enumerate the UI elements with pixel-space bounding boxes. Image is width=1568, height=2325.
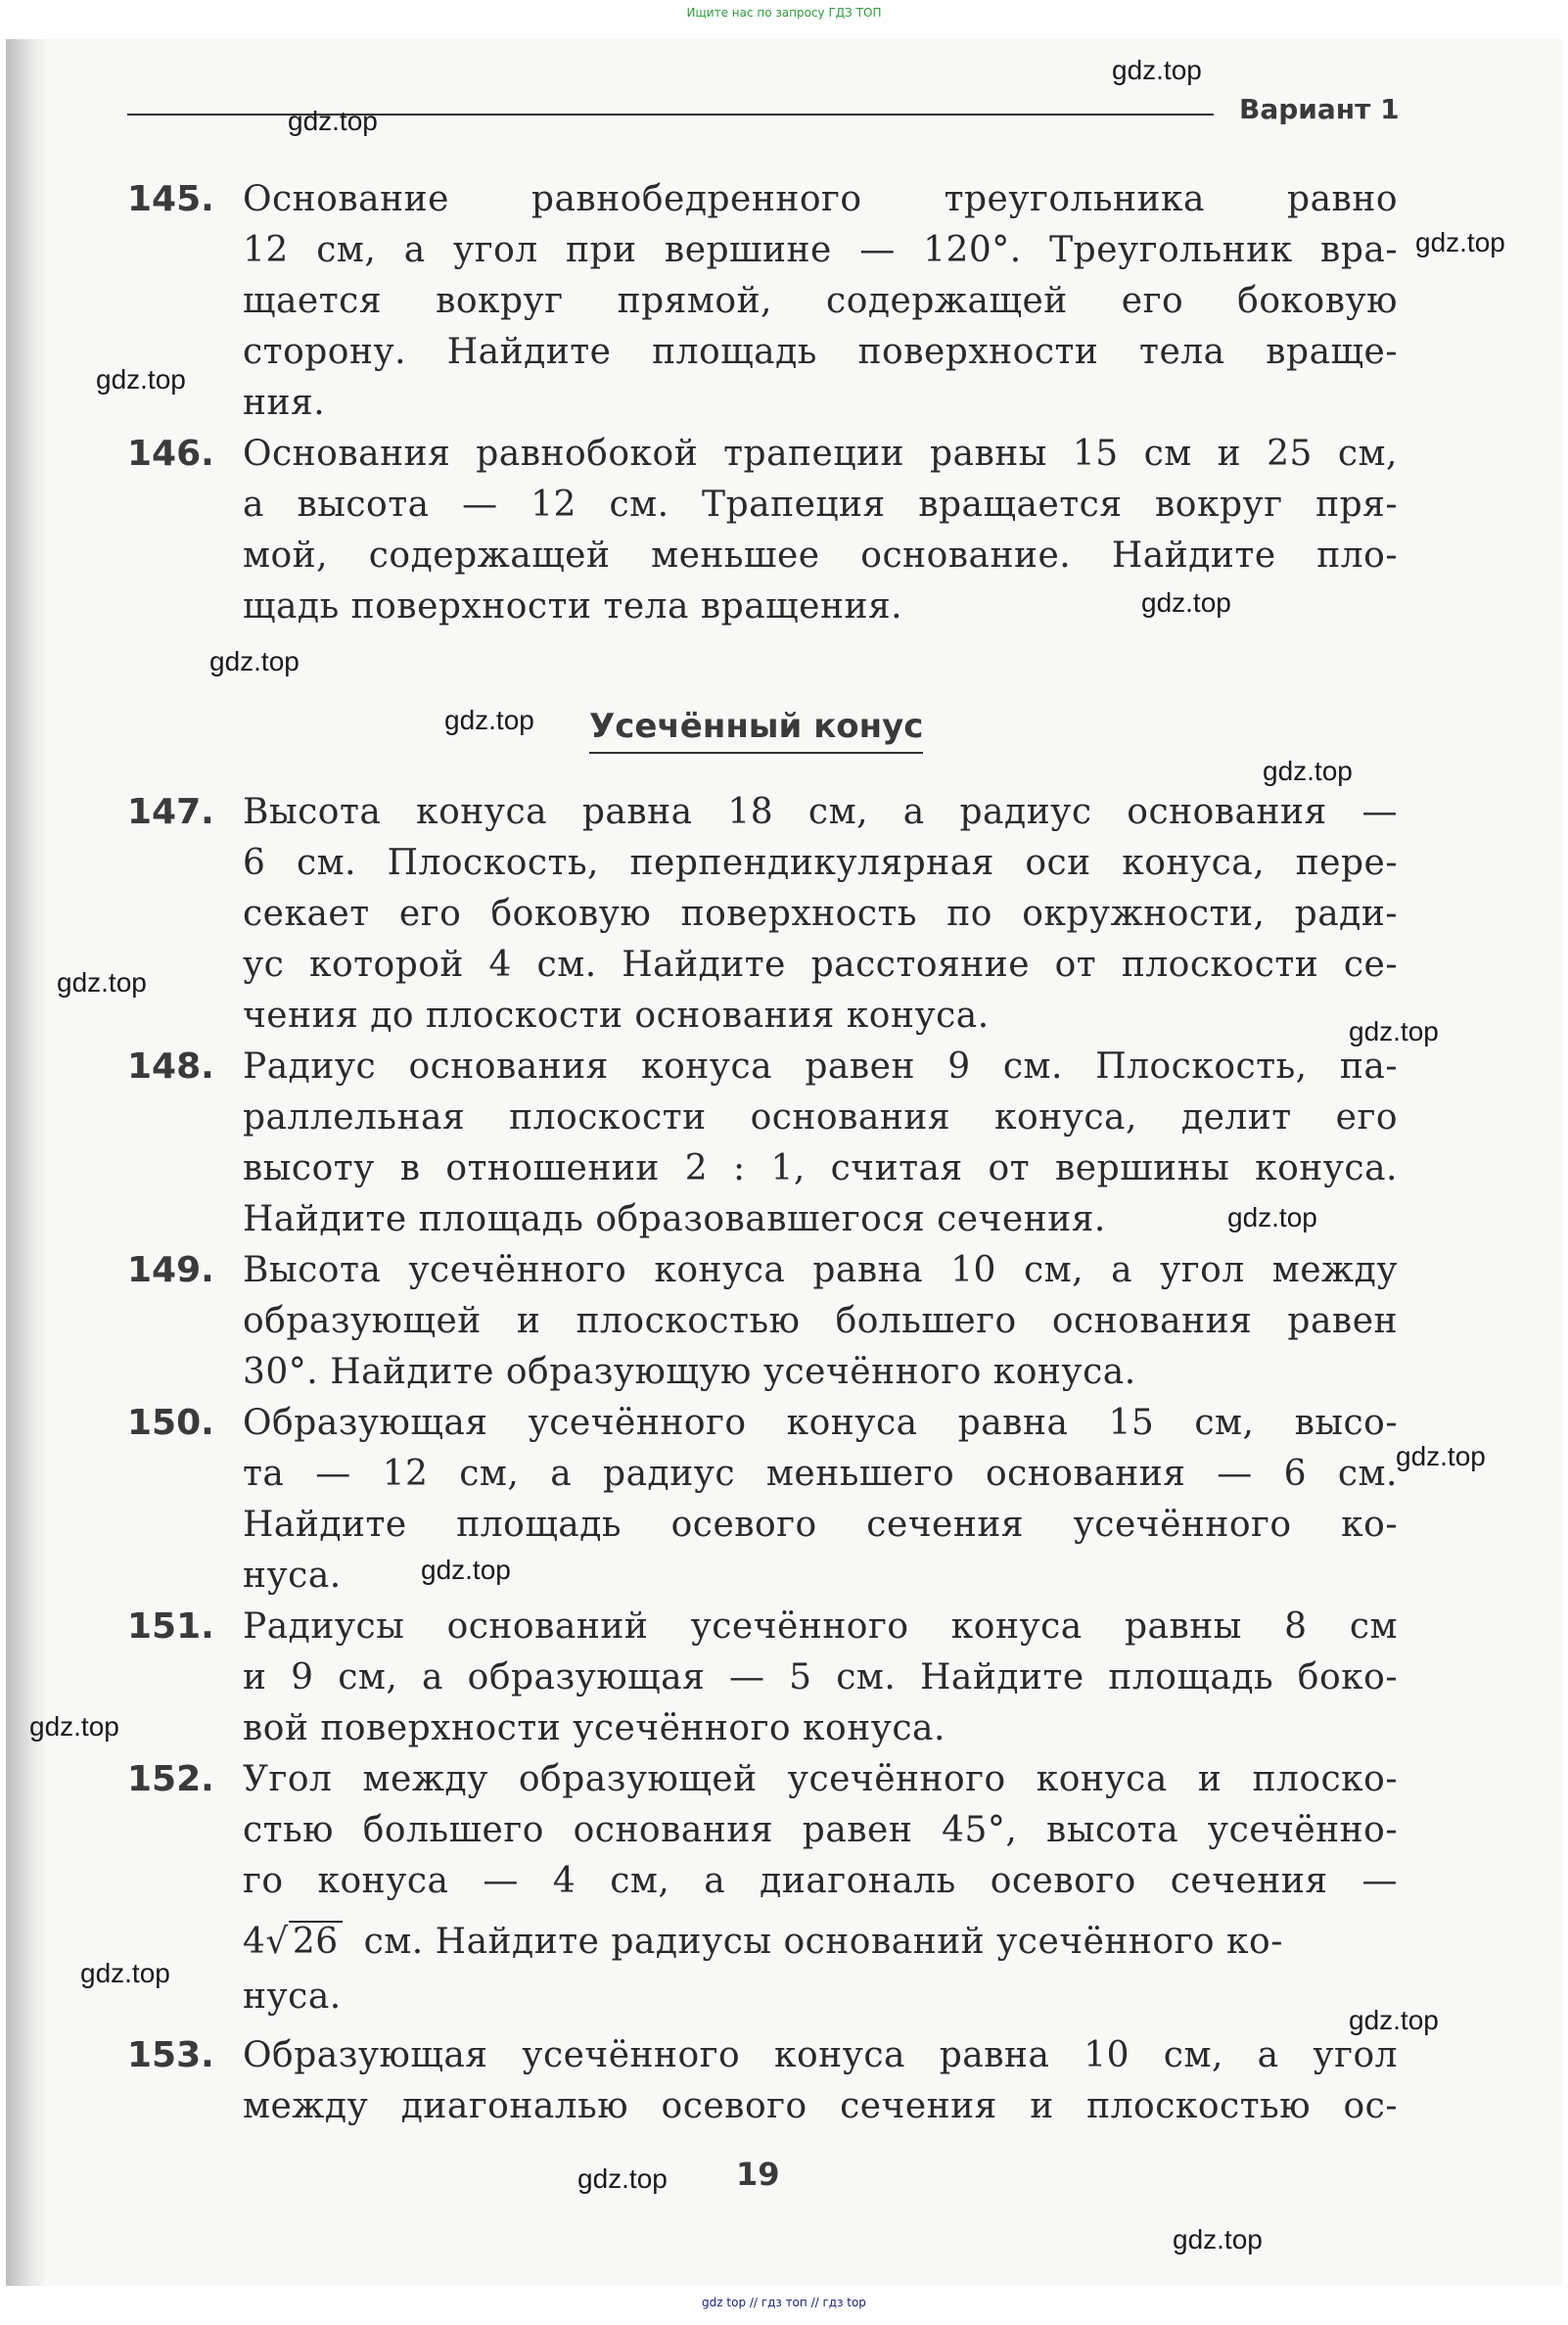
watermark: gdz.top xyxy=(1349,2005,1439,2035)
top-search-banner[interactable]: Ищите нас по запросу ГДЗ ТОП xyxy=(686,6,882,20)
problem-text-line: сторону. Найдите площадь поверхности тела враще- xyxy=(243,332,1398,372)
watermark: gdz.top xyxy=(1396,1441,1486,1471)
radical-coefficient: 4 xyxy=(243,1922,266,1962)
watermark: gdz.top xyxy=(1112,55,1202,85)
problem-text-line: 12 см, а угол при вершине — 120°. Треугольник вра- xyxy=(243,230,1398,270)
watermark: gdz.top xyxy=(29,1711,119,1742)
problem-number: 151. xyxy=(127,1606,214,1647)
problem-text-line: го конуса — 4 см, а диагональ осевого сечения — xyxy=(243,1861,1398,1901)
problem-number: 149. xyxy=(127,1250,214,1290)
watermark: gdz.top xyxy=(80,1958,170,1988)
problem-text-line: Высота конуса равна 18 см, а радиус основания — xyxy=(243,792,1398,832)
radicand: 26 xyxy=(289,1921,343,1962)
problem-text-line: Радиусы оснований усечённого конуса равны 8 см xyxy=(243,1606,1398,1647)
problem-text-line: Образующая усечённого конуса равна 15 см, высо- xyxy=(243,1403,1398,1443)
problem-text-line: Основание равнобедренного треугольника равно xyxy=(243,179,1398,219)
watermark: gdz.top xyxy=(444,705,534,735)
problem-text-line-with-radical xyxy=(243,1913,1398,1972)
problem-text-line: Радиус основания конуса равен 9 см. Плоскость, па- xyxy=(243,1046,1398,1087)
problem-text-line: и 9 см, а образующая — 5 см. Найдите площадь боко- xyxy=(243,1657,1398,1697)
problem-text-line: Образующая усечённого конуса равна 10 см, а угол xyxy=(243,2035,1398,2075)
problem-text-line: Угол между образующей усечённого конуса и плоско- xyxy=(243,1759,1398,1799)
problem-text-line: Найдите площадь образовавшегося сечения. xyxy=(243,1199,1106,1239)
problem-text-line: Основания равнобокой трапеции равны 15 см и 25 см, xyxy=(243,434,1398,474)
watermark: gdz.top xyxy=(1263,756,1353,786)
section-title: Усечённый конус xyxy=(589,707,923,754)
watermark: gdz.top xyxy=(288,106,378,136)
problem-text-line: 30°. Найдите образующую усечённого конуса. xyxy=(243,1352,1136,1392)
watermark: gdz.top xyxy=(57,967,147,998)
problem-text-line: ус которой 4 см. Найдите расстояние от плоскости се- xyxy=(243,945,1398,985)
radical-line-rest: см. Найдите радиусы оснований усечённого ко- xyxy=(363,1922,1283,1962)
problem-number: 147. xyxy=(127,792,214,832)
problem-number: 150. xyxy=(127,1403,214,1443)
problem-text-line: щадь поверхности тела вращения. xyxy=(243,586,903,627)
problem-text-line: а высота — 12 см. Трапеция вращается вокруг пря- xyxy=(243,485,1398,525)
problem-text-line: между диагональю осевого сечения и плоскостью ос- xyxy=(243,2086,1398,2126)
problem-text-line: образующей и плоскостью большего основания равен xyxy=(243,1301,1398,1341)
watermark: gdz.top xyxy=(1415,227,1505,257)
problem-number: 145. xyxy=(127,179,214,219)
problem-number: 153. xyxy=(127,2035,214,2075)
bottom-banner[interactable]: gdz top // гдз топ // гдз top xyxy=(702,2296,866,2309)
problem-text-line: 6 см. Плоскость, перпендикулярная оси конуса, пере- xyxy=(243,843,1398,883)
watermark: gdz.top xyxy=(577,2163,668,2194)
problem-text-line: чения до плоскости основания конуса. xyxy=(243,996,990,1036)
problem-number: 148. xyxy=(127,1046,214,1087)
square-root-icon: √ xyxy=(265,1922,289,1962)
problem-text-line: высоту в отношении 2 : 1, считая от вершины конуса. xyxy=(243,1148,1398,1188)
page-number: 19 xyxy=(736,2156,780,2193)
watermark: gdz.top xyxy=(96,364,186,395)
problem-text-line: вой поверхности усечённого конуса. xyxy=(243,1708,945,1748)
problem-text-line: нуса. xyxy=(243,1556,342,1596)
problem-text-line: ния. xyxy=(243,383,326,423)
problem-text-line: щается вокруг прямой, содержащей его боковую xyxy=(243,281,1398,321)
problem-text-line: Высота усечённого конуса равна 10 см, а угол между xyxy=(243,1250,1398,1290)
variant-header: Вариант 1 xyxy=(1239,93,1400,125)
watermark: gdz.top xyxy=(421,1555,511,1585)
problem-number: 152. xyxy=(127,1759,214,1799)
watermark: gdz.top xyxy=(1141,587,1231,618)
problem-number: 146. xyxy=(127,434,214,474)
problem-text-line: раллельная плоскости основания конуса, делит его xyxy=(243,1097,1398,1138)
problem-text-line: та — 12 см, а радиус меньшего основания — 6 см. xyxy=(243,1454,1398,1494)
page-binding-shadow xyxy=(6,39,47,2286)
watermark: gdz.top xyxy=(1173,2224,1263,2255)
problem-text-line: Найдите площадь осевого сечения усечённого ко- xyxy=(243,1505,1398,1545)
problem-text-line: нуса. xyxy=(243,1976,342,2017)
watermark: gdz.top xyxy=(1227,1202,1317,1232)
problem-text-line: стью большего основания равен 45°, высота усечённо- xyxy=(243,1810,1398,1850)
problem-text-line: мой, содержащей меньшее основание. Найдите пло- xyxy=(243,535,1398,576)
watermark: gdz.top xyxy=(1349,1016,1439,1046)
watermark: gdz.top xyxy=(209,646,300,676)
problem-text-line: секает его боковую поверхность по окружности, ради- xyxy=(243,894,1398,934)
